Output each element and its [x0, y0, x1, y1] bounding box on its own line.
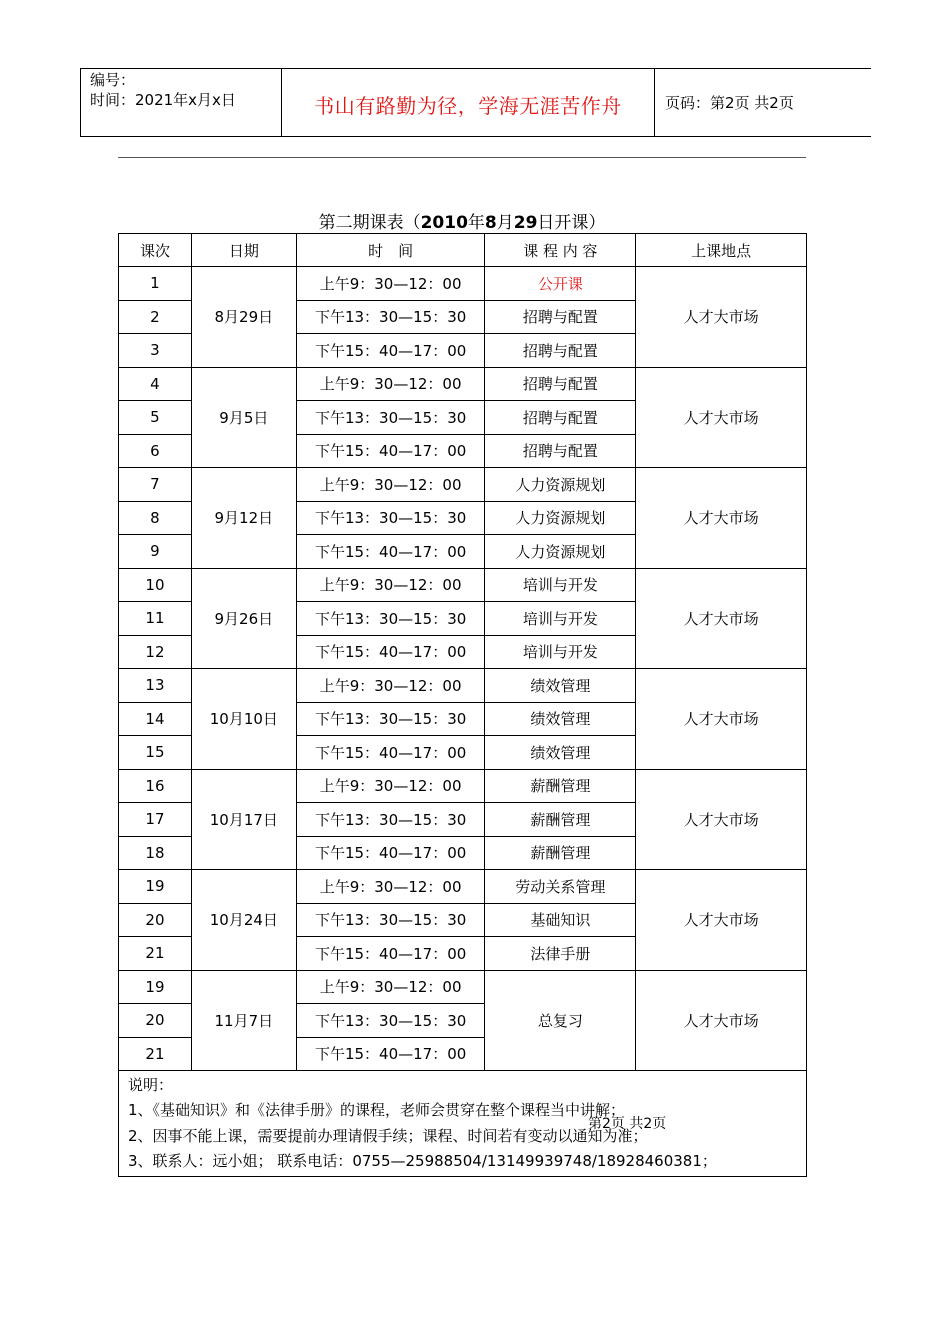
lesson-time: 上午9：30—12：00 [296, 468, 485, 502]
lesson-time: 上午9：30—12：00 [296, 568, 485, 602]
header-page-cell [655, 69, 871, 136]
lesson-location: 人才大市场 [636, 870, 807, 971]
lesson-date: 10月10日 [191, 669, 296, 770]
schedule-table [118, 233, 807, 1177]
time-label: 时间：2021年x月x日 [90, 91, 236, 109]
lesson-time: 下午15：40—17：00 [296, 836, 485, 870]
lesson-course: 人力资源规划 [485, 535, 636, 569]
lesson-course: 绩效管理 [485, 736, 636, 770]
lesson-number: 2 [119, 300, 192, 334]
lesson-location: 人才大市场 [636, 970, 807, 1071]
lesson-course: 招聘与配置 [485, 401, 636, 435]
lesson-number: 20 [119, 903, 192, 937]
lesson-time: 下午15：40—17：00 [296, 937, 485, 971]
header-left-cell [81, 69, 282, 136]
lesson-time: 下午13：30—15：30 [296, 501, 485, 535]
lesson-number: 21 [119, 937, 192, 971]
header-divider [118, 157, 806, 158]
col-header: 课 程 内 容 [485, 234, 636, 267]
title-part: 日开课） [537, 213, 606, 233]
lesson-number: 21 [119, 1037, 192, 1071]
lesson-course: 绩效管理 [485, 669, 636, 703]
notes-cell [119, 1071, 807, 1177]
note-line: 1、《基础知识》和《法律手册》的课程，老师会贯穿在整个课程当中讲解； [128, 1101, 626, 1120]
note-line: 2、因事不能上课，需要提前办理请假手续；课程、时间若有变动以通知为准； [128, 1126, 648, 1145]
motto-text: 书山有路勤为径，学海无涯苦作舟 [314, 94, 622, 118]
lesson-number: 11 [119, 602, 192, 636]
table-row [119, 367, 807, 401]
lesson-time: 下午13：30—15：30 [296, 1004, 485, 1038]
table-row [119, 970, 807, 1004]
col-header: 上课地点 [636, 234, 807, 267]
schedule-title [118, 208, 806, 233]
lesson-date: 10月17日 [191, 769, 296, 870]
lesson-time: 下午15：40—17：00 [296, 434, 485, 468]
lesson-number: 1 [119, 267, 192, 301]
lesson-date: 9月5日 [191, 367, 296, 468]
lesson-time: 上午9：30—12：00 [296, 669, 485, 703]
lesson-course: 招聘与配置 [485, 334, 636, 368]
lesson-time: 下午13：30—15：30 [296, 903, 485, 937]
lesson-course: 公开课 [485, 267, 636, 301]
lesson-course: 基础知识 [485, 903, 636, 937]
lesson-number: 9 [119, 535, 192, 569]
lesson-number: 19 [119, 970, 192, 1004]
lesson-date: 10月24日 [191, 870, 296, 971]
lesson-time: 上午9：30—12：00 [296, 367, 485, 401]
lesson-course: 培训与开发 [485, 568, 636, 602]
lesson-course: 法律手册 [485, 937, 636, 971]
note-line: 说明： [128, 1076, 174, 1094]
lesson-time: 上午9：30—12：00 [296, 870, 485, 904]
table-row [119, 870, 807, 904]
lesson-number: 16 [119, 769, 192, 803]
lesson-number: 19 [119, 870, 192, 904]
table-row [119, 468, 807, 502]
lesson-course: 薪酬管理 [485, 769, 636, 803]
title-part: 月 [496, 213, 514, 233]
lesson-number: 12 [119, 635, 192, 669]
lesson-date: 9月26日 [191, 568, 296, 669]
lesson-course: 薪酬管理 [485, 836, 636, 870]
lesson-number: 3 [119, 334, 192, 368]
lesson-number: 6 [119, 434, 192, 468]
lesson-time: 下午13：30—15：30 [296, 300, 485, 334]
title-year: 2010 [420, 213, 468, 233]
title-part: 第二期课表（ [318, 213, 421, 233]
lesson-course: 招聘与配置 [485, 300, 636, 334]
lesson-time: 下午13：30—15：30 [296, 702, 485, 736]
lesson-date: 8月29日 [191, 267, 296, 368]
lesson-course: 人力资源规划 [485, 468, 636, 502]
lesson-time: 上午9：30—12：00 [296, 970, 485, 1004]
lesson-number: 8 [119, 501, 192, 535]
lesson-number: 7 [119, 468, 192, 502]
lesson-time: 上午9：30—12：00 [296, 769, 485, 803]
lesson-number: 10 [119, 568, 192, 602]
table-row [119, 769, 807, 803]
lesson-course: 培训与开发 [485, 602, 636, 636]
table-row [119, 267, 807, 301]
lesson-number: 20 [119, 1004, 192, 1038]
notes-row [119, 1071, 807, 1177]
lesson-time: 下午15：40—17：00 [296, 736, 485, 770]
title-day: 29 [513, 213, 538, 233]
lesson-time: 下午15：40—17：00 [296, 535, 485, 569]
lesson-course: 人力资源规划 [485, 501, 636, 535]
col-header: 日期 [191, 234, 296, 267]
lesson-number: 4 [119, 367, 192, 401]
number-label: 编号： [90, 71, 136, 89]
lesson-course: 招聘与配置 [485, 367, 636, 401]
lesson-time: 下午13：30—15：30 [296, 401, 485, 435]
table-row [119, 568, 807, 602]
lesson-time: 下午13：30—15：30 [296, 602, 485, 636]
lesson-location: 人才大市场 [636, 568, 807, 669]
lesson-number: 13 [119, 669, 192, 703]
lesson-course: 培训与开发 [485, 635, 636, 669]
lesson-number: 15 [119, 736, 192, 770]
lesson-number: 17 [119, 803, 192, 837]
lesson-location: 人才大市场 [636, 669, 807, 770]
lesson-date: 11月7日 [191, 970, 296, 1071]
title-part: 年 [467, 213, 485, 233]
lesson-date: 9月12日 [191, 468, 296, 569]
table-header-row [119, 234, 807, 267]
lesson-course: 薪酬管理 [485, 803, 636, 837]
title-month: 8 [484, 213, 497, 233]
lesson-course: 劳动关系管理 [485, 870, 636, 904]
lesson-course: 总复习 [485, 970, 636, 1071]
lesson-time: 上午9：30—12：00 [296, 267, 485, 301]
col-header: 课次 [119, 234, 192, 267]
lesson-time: 下午15：40—17：00 [296, 1037, 485, 1071]
table-row [119, 669, 807, 703]
lesson-location: 人才大市场 [636, 267, 807, 368]
header-box [80, 68, 871, 137]
col-header: 时 间 [296, 234, 485, 267]
lesson-number: 5 [119, 401, 192, 435]
lesson-number: 18 [119, 836, 192, 870]
footer-page-number: 第2页 共2页 [588, 1116, 667, 1132]
lesson-location: 人才大市场 [636, 367, 807, 468]
page-label: 页码：第2页 共2页 [665, 94, 794, 112]
lesson-time: 下午15：40—17：00 [296, 334, 485, 368]
lesson-time: 下午13：30—15：30 [296, 803, 485, 837]
lesson-location: 人才大市场 [636, 769, 807, 870]
lesson-location: 人才大市场 [636, 468, 807, 569]
lesson-time: 下午15：40—17：00 [296, 635, 485, 669]
lesson-course: 招聘与配置 [485, 434, 636, 468]
header-motto-cell [282, 69, 655, 136]
lesson-number: 14 [119, 702, 192, 736]
note-line: 3、联系人：远小姐； 联系电话：0755—25988504/13149939748/18928460381； [128, 1151, 717, 1170]
lesson-course: 绩效管理 [485, 702, 636, 736]
